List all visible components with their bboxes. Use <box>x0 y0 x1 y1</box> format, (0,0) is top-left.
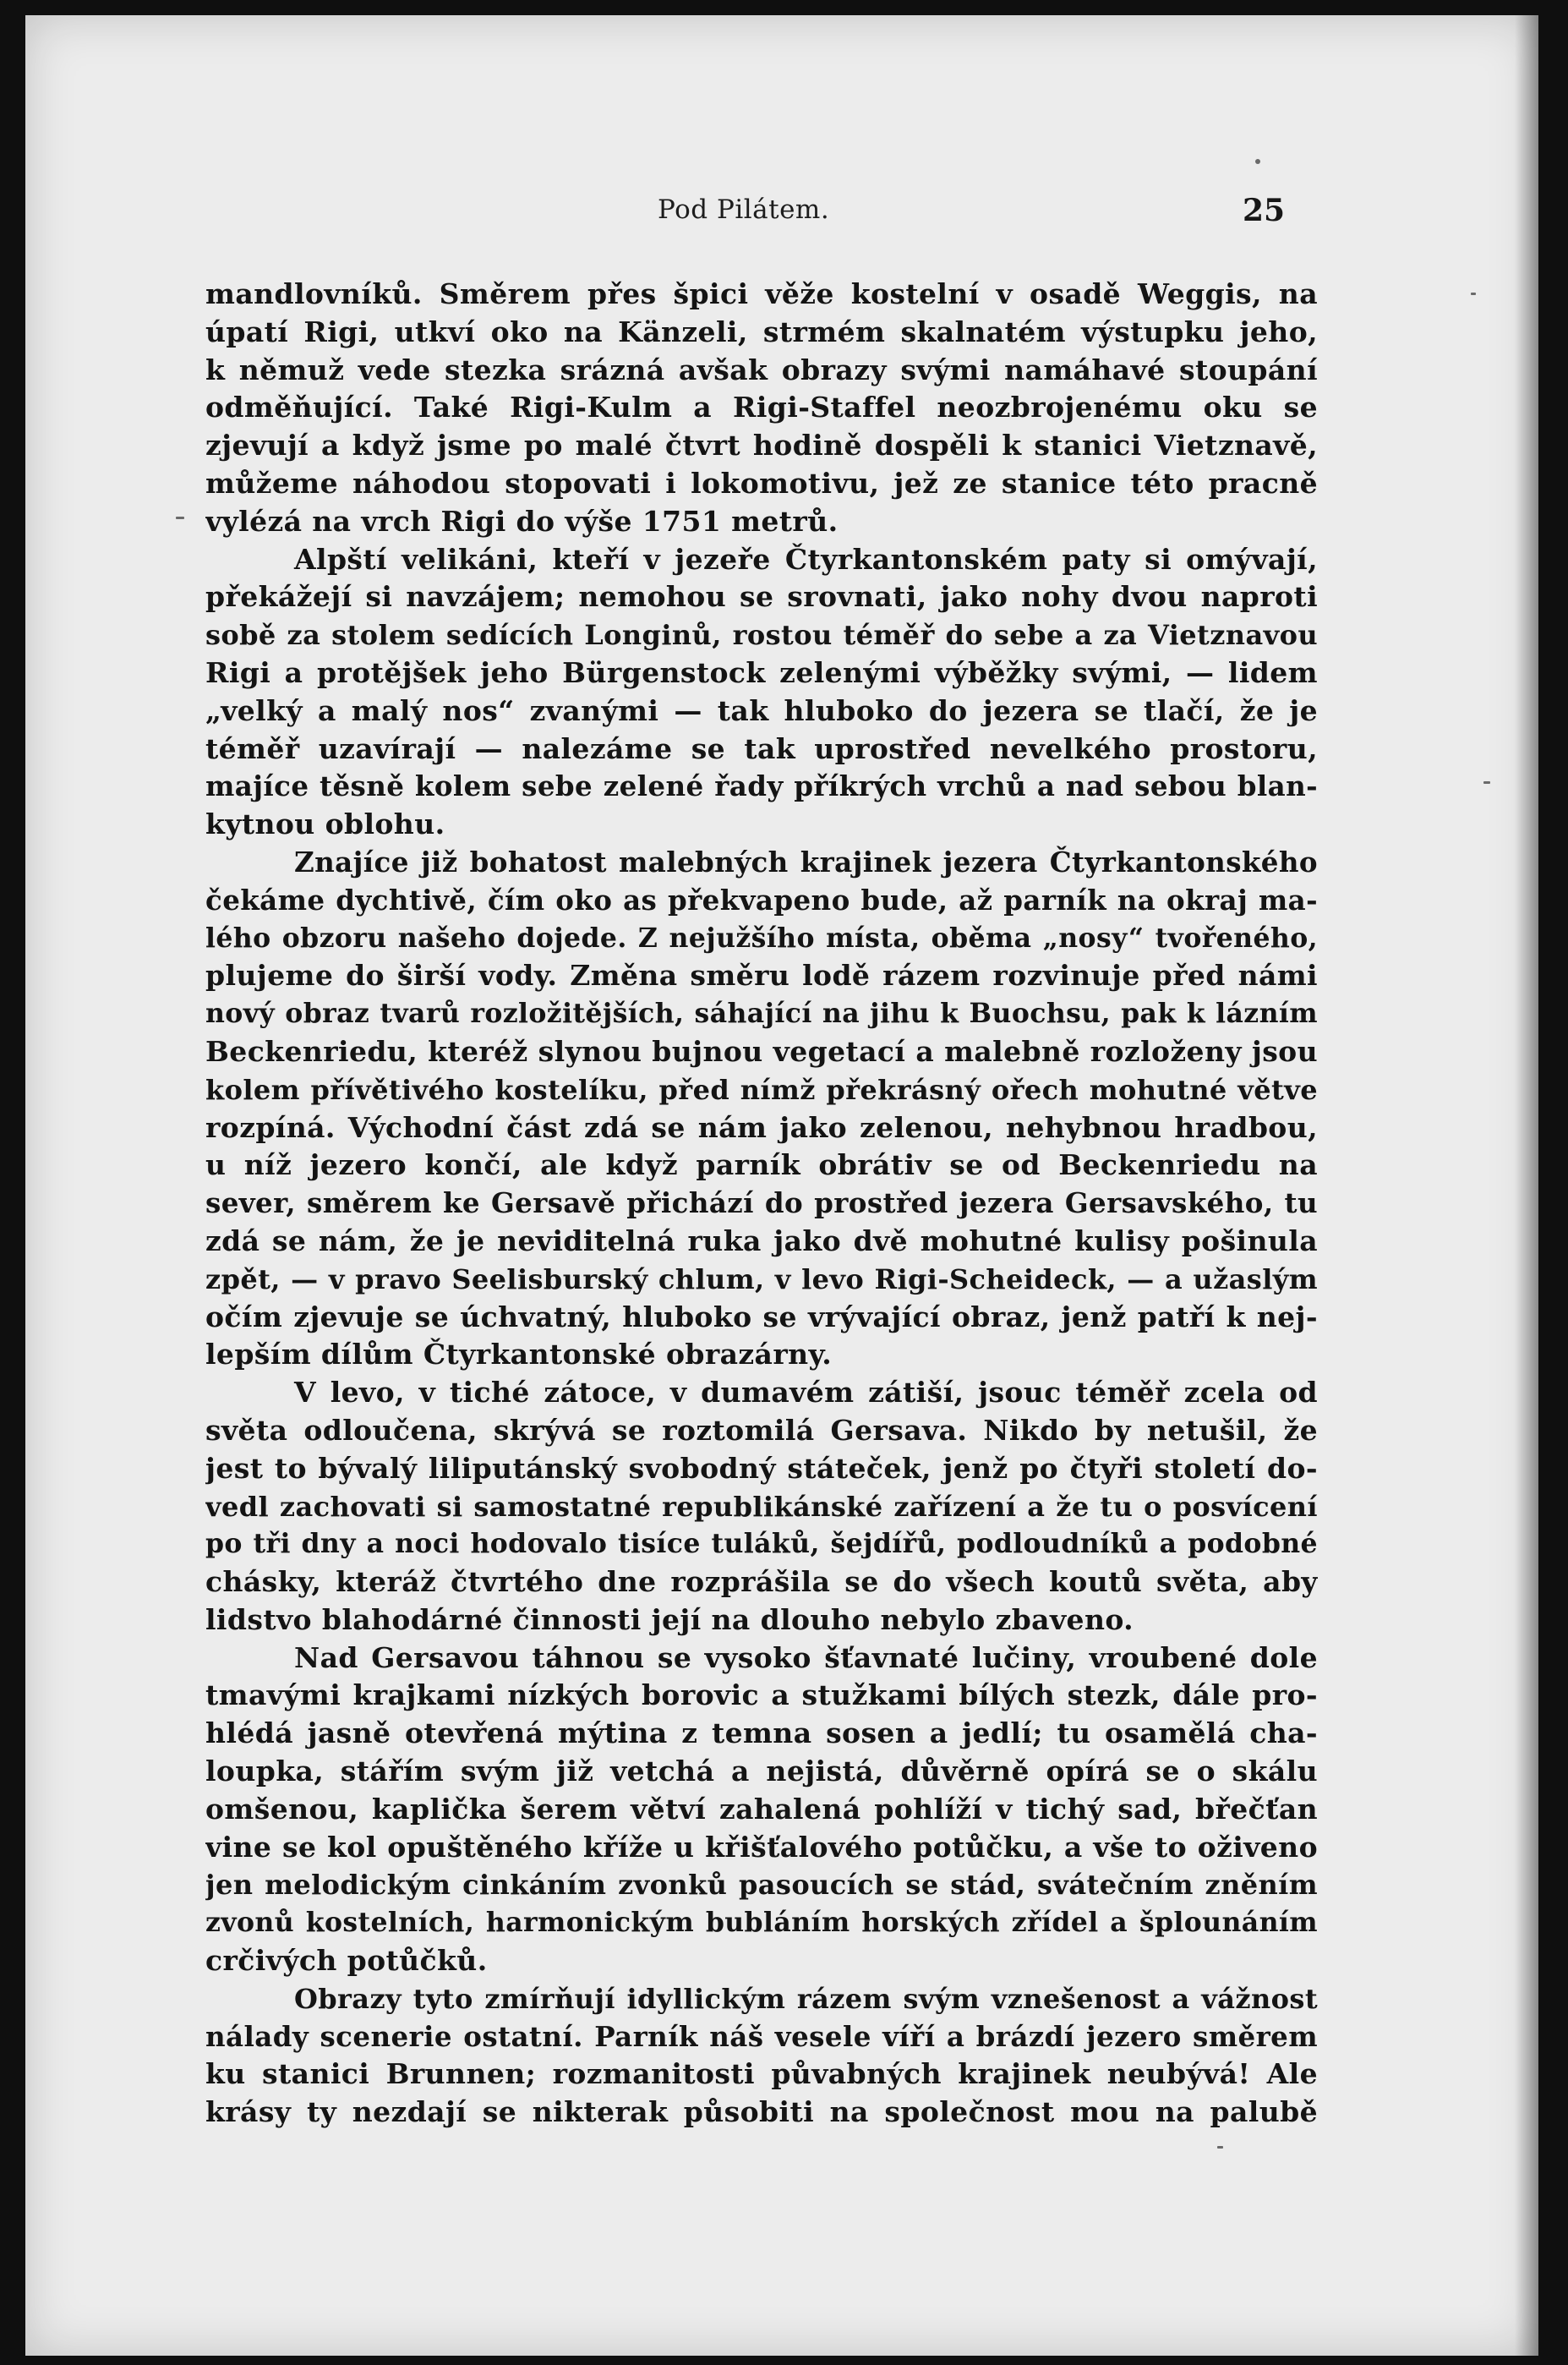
text-line: Znajíce již bohatost malebných krajinek jezera Čtyrkantonského <box>294 845 1318 879</box>
text-line: kolem přívětivého kostelíku, před nímž překrásný ořech mohutné větve <box>205 1073 1318 1106</box>
text-line: rozpíná. Východní část zdá se nám jako zelenou, nehybnou hradbou, <box>205 1110 1318 1144</box>
text-line: majíce těsně kolem sebe zelené řady příkrých vrchů a nad sebou blan- <box>205 769 1318 803</box>
text-line: ku stanici Brunnen; rozmanitosti půvabných krajinek neubývá! Ale <box>205 2057 1318 2091</box>
text-line: zdá se nám, že je neviditelná ruka jako dvě mohutné kulisy pošinula <box>205 1224 1318 1257</box>
text-line: V levo, v tiché zátoce, v dumavém zátiší, jsouc téměř zcela od <box>294 1376 1318 1410</box>
text-line: Nad Gersavou táhnou se vysoko šťavnaté lučiny, vroubené dole <box>294 1640 1318 1674</box>
text-line: lidstvo blahodárné činnosti její na dlouho nebylo zbaveno. <box>205 1602 1134 1636</box>
page-number: 25 <box>1243 193 1286 228</box>
text-line: plujeme do širší vody. Změna směru lodě rázem rozvinuje před námi <box>205 959 1318 993</box>
book-page <box>25 15 1538 2356</box>
text-line: nálady scenerie ostatní. Parník náš vesele víří a brázdí jezero směrem <box>205 2019 1318 2053</box>
text-line: hlédá jasně otevřená mýtina z temna sosen a jedlí; tu osamělá cha- <box>205 1716 1318 1750</box>
text-line: zvonů kostelních, harmonickým bubláním horských zřídel a šplounáním <box>205 1907 1318 1939</box>
text-line: „velký a malý nos“ zvanými — tak hluboko do jezera se tlačí, že je <box>205 693 1318 727</box>
page-header <box>25 194 1538 242</box>
text-line: lepším dílům Čtyrkantonské obrazárny. <box>205 1338 833 1371</box>
text-line: vylézá na vrch Rigi do výše 1751 metrů. <box>205 504 839 538</box>
text-line: zpět, — v pravo Seelisburský chlum, v levo Rigi-Scheideck, — a užaslým <box>205 1262 1318 1295</box>
text-line: sobě za stolem sedících Longinů, rostou téměř do sebe a za Vietznavou <box>205 619 1318 652</box>
text-line: crčivých potůčků. <box>205 1944 488 1978</box>
text-line: překážejí si navzájem; nemohou se srovnati, jako nohy dvou naproti <box>205 580 1318 614</box>
text-line: sever, směrem ke Gersavě přichází do prostřed jezera Gersavského, tu <box>205 1186 1318 1220</box>
text-line: Alpští velikáni, kteří v jezeře Čtyrkantonském paty si omývají, <box>294 542 1318 576</box>
text-line: odměňující. Také Rigi-Kulm a Rigi-Staffel neozbrojenému oku se <box>205 391 1318 424</box>
text-line: můžeme náhodou stopovati i lokomotivu, jež ze stanice této pracně <box>205 466 1318 500</box>
text-line: k němuž vede stezka srázná avšak obrazy svými namáhavé stoupání <box>205 353 1318 386</box>
text-line: krásy ty nezdají se nikterak působiti na společnost mou na palubě <box>205 2095 1318 2129</box>
text-line: Beckenriedu, kteréž slynou bujnou vegetací a malebně rozloženy jsou <box>205 1034 1318 1068</box>
scan-speck <box>176 517 184 519</box>
text-line: kytnou oblohu. <box>205 807 445 841</box>
text-line: omšenou, kaplička šerem větví zahalená pohlíží v tichý sad, břečťan <box>205 1792 1318 1826</box>
text-line: tmavými krajkami nízkých borovic a stužkami bílých stezk, dále pro- <box>205 1678 1318 1712</box>
text-line: Obrazy tyto zmírňují idyllickým rázem svým vznešenost a vážnost <box>294 1982 1318 2015</box>
text-line: vine se kol opuštěného kříže u křišťalového potůčku, a vše to oživeno <box>205 1830 1318 1864</box>
text-line: u níž jezero končí, ale když parník obrátiv se od Beckenriedu na <box>205 1148 1318 1182</box>
text-line: čekáme dychtivě, čím oko as překvapeno bude, až parník na okraj ma- <box>205 883 1318 917</box>
text-line: očím zjevuje se úchvatný, hluboko se vrývající obraz, jenž patří k nej- <box>205 1300 1318 1333</box>
scan-speck <box>1483 781 1490 784</box>
text-line: chásky, kteráž čtvrtého dne rozprášila se do všech koutů světa, aby <box>205 1565 1318 1599</box>
text-line: světa odloučena, skrývá se roztomilá Gersava. Nikdo by netušil, že <box>205 1413 1318 1447</box>
text-line: téměř uzavírají — nalezáme se tak uprostřed nevelkého prostoru, <box>205 731 1318 765</box>
text-line: po tři dny a noci hodovalo tisíce tuláků, šejdířů, podloudníků a podobné <box>205 1528 1318 1560</box>
text-line: vedl zachovati si samostatné republikánské zařízení a že tu o posvícení <box>205 1490 1318 1523</box>
text-line: jen melodickým cinkáním zvonků pasoucích se stád, svátečním zněním <box>205 1869 1318 1902</box>
text-line: úpatí Rigi, utkví oko na Känzeli, strmém skalnatém výstupku jeho, <box>205 315 1318 348</box>
text-line: Rigi a protějšek jeho Bürgenstock zelenými výběžky svými, — lidem <box>205 655 1318 689</box>
text-line: jest to bývalý liliputánský svobodný státeček, jenž po čtyři století do- <box>205 1451 1318 1485</box>
scan-speck <box>1255 159 1260 164</box>
running-head: Pod Pilátem. <box>658 194 830 225</box>
text-line: loupka, stářím svým již vetchá a nejistá, důvěrně opírá se o skálu <box>205 1755 1318 1788</box>
body-text <box>205 276 1318 2132</box>
text-line: nový obraz tvarů rozložitějších, sáhající na jihu k Buochsu, pak k lázním <box>205 998 1318 1030</box>
scan-speck <box>1217 2146 1223 2149</box>
text-line: zjevují a když jsme po malé čtvrt hodině dospěli k stanici Vietznavě, <box>205 429 1318 463</box>
scan-speck <box>1471 293 1476 295</box>
text-line: mandlovníků. Směrem přes špici věže kostelní v osadě Weggis, na <box>205 277 1318 310</box>
text-line: lého obzoru našeho dojede. Z nejužšího místa, oběma „nosy“ tvořeného, <box>205 922 1318 954</box>
